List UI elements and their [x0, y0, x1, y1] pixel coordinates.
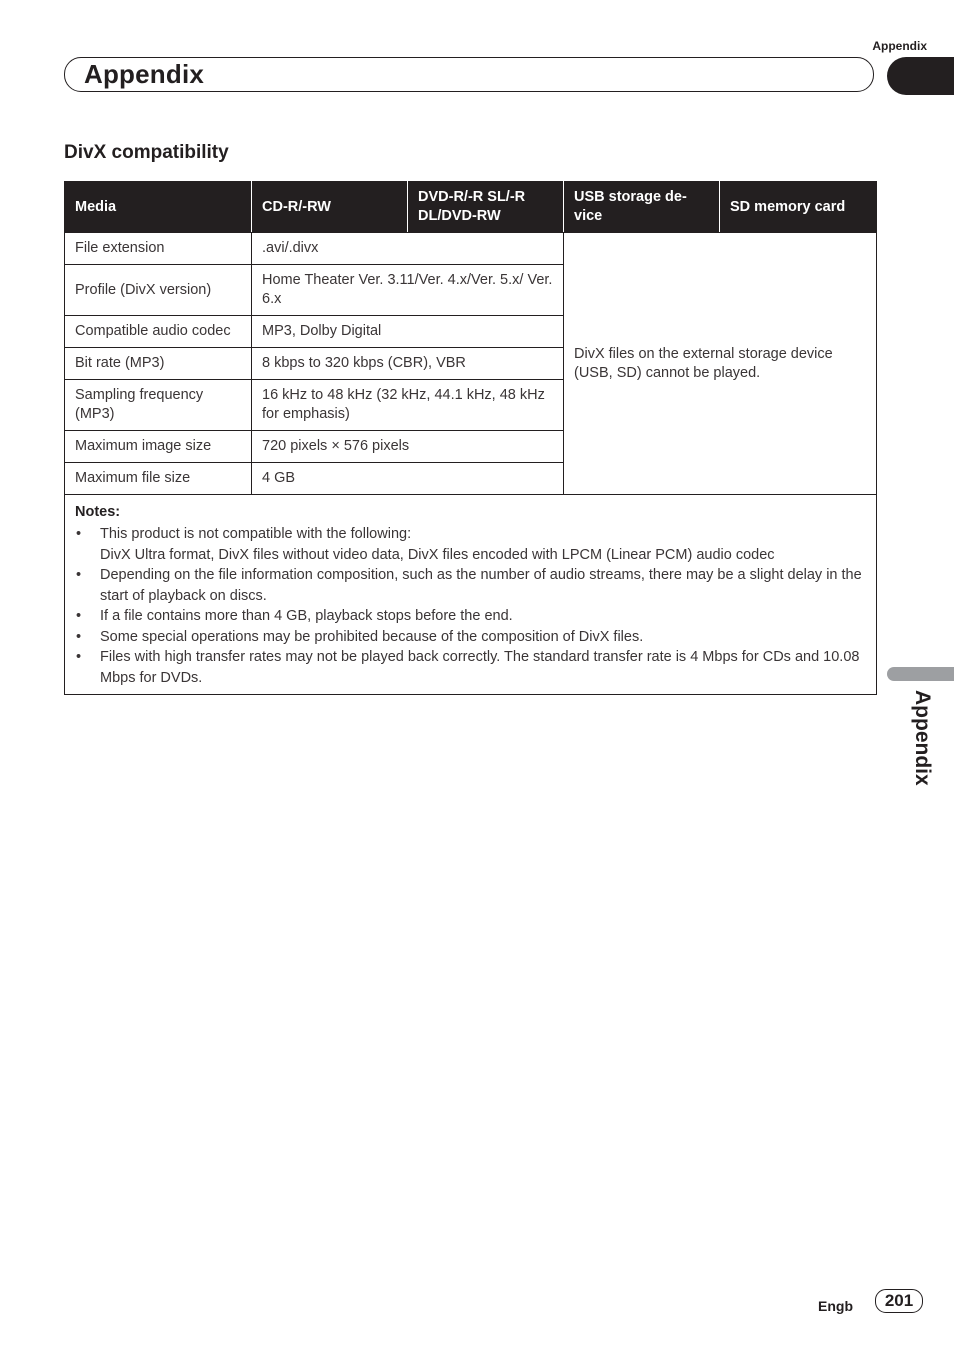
note-text: Depending on the file information composition, such as the number of audio streams, there may be a slight delay in the start of playback on discs.: [100, 567, 862, 604]
row-label: Maximum file size: [65, 463, 252, 495]
bullet-icon: •: [76, 526, 82, 542]
column-header-dvd: DVD-R/-R SL/-R DL/DVD-RW: [408, 182, 564, 233]
side-tab-marker: [887, 667, 954, 681]
note-item: [75, 565, 866, 606]
column-header-cd: CD-R/-RW: [252, 182, 408, 233]
row-value: 8 kbps to 320 kbps (CBR), VBR: [252, 348, 564, 380]
row-label: Bit rate (MP3): [65, 348, 252, 380]
note-item: [75, 524, 866, 565]
bullet-icon: •: [76, 608, 82, 624]
notes-list: [75, 524, 866, 688]
note-item: [75, 647, 866, 688]
note-item: [75, 627, 866, 648]
bullet-icon: •: [76, 628, 82, 645]
row-label: Maximum image size: [65, 431, 252, 463]
notes-title: Notes:: [75, 504, 121, 520]
notes-row: [65, 495, 877, 695]
bullet-icon: •: [76, 649, 82, 665]
note-text-continuation: DivX Ultra format, DivX files without video data, DivX files encoded with LPCM (Linear PCM) audio codec: [100, 546, 775, 563]
row-value: 16 kHz to 48 kHz (32 kHz, 44.1 kHz, 48 kHz for emphasis): [252, 380, 564, 431]
page-number: 201: [875, 1289, 923, 1313]
row-value: 4 GB: [252, 463, 564, 495]
note-item: [75, 606, 866, 627]
bullet-icon: •: [76, 567, 82, 583]
column-header-sd: SD memory card: [720, 182, 877, 233]
column-header-usb: USB storage de-vice: [564, 182, 720, 233]
row-value: Home Theater Ver. 3.11/Ver. 4.x/Ver. 5.x/ Ver. 6.x: [252, 265, 564, 316]
chapter-tab-marker: [887, 57, 954, 95]
table-row: [65, 233, 877, 265]
row-label: Profile (DivX version): [65, 265, 252, 316]
row-label: Compatible audio codec: [65, 316, 252, 348]
note-text: If a file contains more than 4 GB, playback stops before the end.: [100, 608, 513, 624]
note-text: Files with high transfer rates may not be played back correctly. The standard transfer rate is 4 Mbps for CDs and 10.08 Mbps for DVDs.: [100, 649, 860, 686]
side-tab-label: Appendix: [911, 690, 934, 786]
row-value: .avi/.divx: [252, 233, 564, 265]
note-text: This product is not compatible with the following:: [100, 526, 412, 542]
running-head: Appendix: [872, 39, 927, 53]
column-header-media: Media: [65, 182, 252, 233]
footer-language: Engb: [818, 1298, 853, 1314]
usb-sd-note: DivX files on the external storage device (USB, SD) cannot be played.: [564, 233, 877, 495]
section-heading: DivX compatibility: [64, 142, 229, 163]
divx-compatibility-table: [64, 181, 877, 695]
notes-cell: [65, 495, 877, 695]
row-label: Sampling frequency (MP3): [65, 380, 252, 431]
page-title-bar: [64, 57, 874, 92]
row-value: MP3, Dolby Digital: [252, 316, 564, 348]
table-header-row: [65, 182, 877, 233]
page-title: Appendix: [84, 59, 205, 89]
note-text: Some special operations may be prohibited because of the composition of DivX files.: [100, 628, 644, 645]
row-value: 720 pixels × 576 pixels: [252, 431, 564, 463]
row-label: File extension: [65, 233, 252, 265]
